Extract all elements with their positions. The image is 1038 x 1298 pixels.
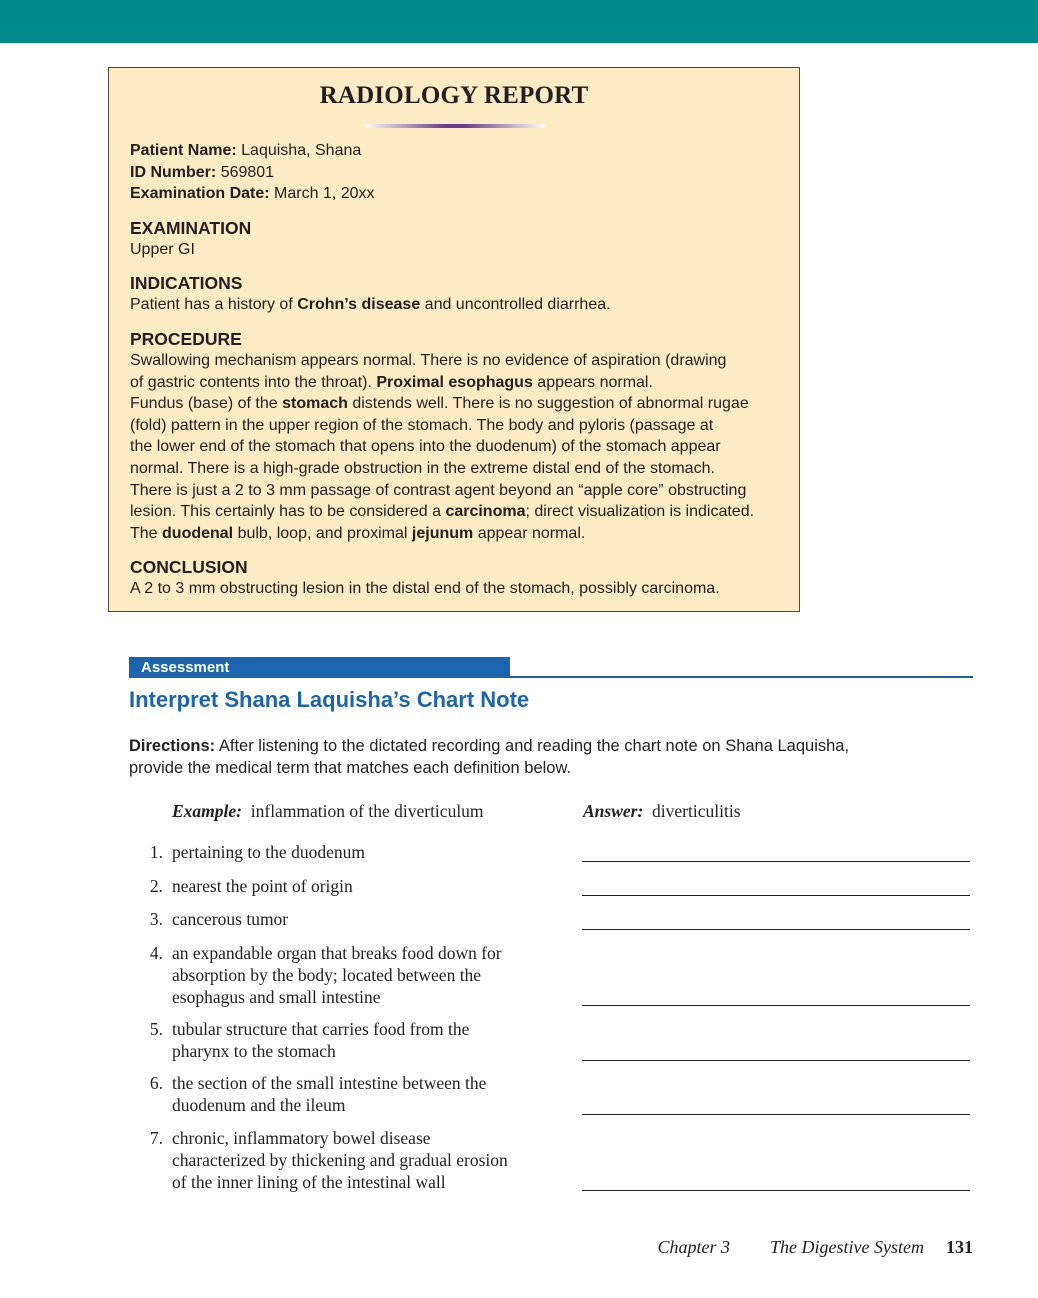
examination-text: Upper GI xyxy=(130,240,195,258)
question-number: 5. xyxy=(149,1019,163,1039)
question-number: 7. xyxy=(149,1128,163,1148)
id-value: 569801 xyxy=(220,163,275,181)
proc-text: distends well. There is no suggestion of abnormal rugae xyxy=(347,395,749,413)
proc-text: lesion. This certainly has to be considered a xyxy=(130,503,446,521)
id-row xyxy=(130,162,790,184)
proc-term: stomach xyxy=(282,395,348,413)
patient-name-label: Patient Name: xyxy=(130,142,237,159)
answer-field-2[interactable] xyxy=(582,895,970,896)
title-divider xyxy=(365,124,545,128)
header-band xyxy=(0,0,1038,43)
question-line: pharynx to the stomach xyxy=(172,1040,336,1061)
answer-field-4[interactable] xyxy=(582,1005,970,1006)
question-line: nearest the point of origin xyxy=(172,876,353,896)
procedure-line-1: Swallowing mechanism appears normal. There is no evidence of aspiration (drawing xyxy=(130,351,727,369)
question-line: of the inner lining of the intestinal wall xyxy=(172,1171,446,1192)
conclusion-text: A 2 to 3 mm obstructing lesion in the distal end of the stomach, possibly carcinoma. xyxy=(130,580,720,598)
question-text xyxy=(172,1019,567,1063)
footer-chapter: Chapter 3 xyxy=(657,1237,731,1257)
radiology-report-box xyxy=(108,67,800,612)
question-line: duodenum and the ileum xyxy=(172,1094,346,1115)
question-number: 2. xyxy=(149,876,163,896)
question-line: chronic, inflammatory bowel disease xyxy=(172,1128,431,1148)
question-number: 1. xyxy=(149,842,163,862)
question-text xyxy=(172,1073,567,1117)
procedure-line-7: There is just a 2 to 3 mm passage of contrast agent beyond an “apple core” obstructing xyxy=(130,481,747,499)
conclusion-heading: CONCLUSION xyxy=(130,557,248,578)
answer-label: Answer: xyxy=(583,801,644,821)
answer-field-1[interactable] xyxy=(582,861,970,862)
proc-text: ; direct visualization is indicated. xyxy=(525,503,755,521)
indications-text xyxy=(130,294,790,316)
indications-heading: INDICATIONS xyxy=(130,273,243,294)
directions xyxy=(129,735,959,779)
procedure-line-3 xyxy=(130,393,790,415)
example-answer xyxy=(583,801,741,822)
directions-label: Directions: xyxy=(129,737,216,755)
assessment-rule xyxy=(510,676,973,678)
procedure-heading: PROCEDURE xyxy=(130,328,242,349)
page-number: 131 xyxy=(946,1237,973,1257)
proc-term: carcinoma xyxy=(445,503,526,521)
procedure-line-8 xyxy=(130,501,790,523)
proc-text: appear normal. xyxy=(473,524,586,542)
assessment-tab: Assessment xyxy=(129,657,510,678)
question-text xyxy=(172,1128,567,1193)
exam-date-value: March 1, 20xx xyxy=(274,185,375,203)
footer-topic: The Digestive System xyxy=(770,1237,924,1257)
proc-text: Fundus (base) of the xyxy=(130,395,283,413)
question-line: cancerous tumor xyxy=(172,909,289,929)
question-text xyxy=(172,842,567,864)
question-line: esophagus and small intestine xyxy=(172,986,381,1007)
exam-date-row xyxy=(130,183,790,205)
question-line: an expandable organ that breaks food down for xyxy=(172,943,502,963)
question-line: pertaining to the duodenum xyxy=(172,842,365,862)
directions-line-2: provide the medical term that matches each definition below. xyxy=(129,759,572,777)
question-text xyxy=(172,943,567,1008)
indications-post: and uncontrolled diarrhea. xyxy=(420,296,611,314)
question-line: the section of the small intestine between the xyxy=(172,1073,487,1093)
question-line: characterized by thickening and gradual erosion xyxy=(172,1149,508,1170)
assessment-title: Interpret Shana Laquisha’s Chart Note xyxy=(129,687,530,712)
patient-name-value: Laquisha, Shana xyxy=(241,142,362,159)
proc-text: bulb, loop, and proximal xyxy=(233,524,412,542)
answer-field-7[interactable] xyxy=(582,1190,970,1191)
answer-field-6[interactable] xyxy=(582,1114,970,1115)
proc-text: of gastric contents into the throat). xyxy=(130,373,377,391)
procedure-line-6: normal. There is a high-grade obstruction in the extreme distal end of the stomach. xyxy=(130,459,715,477)
proc-term: jejunum xyxy=(411,524,474,542)
question-line: tubular structure that carries food from the xyxy=(172,1019,470,1039)
procedure-line-9 xyxy=(130,523,790,545)
answer-field-5[interactable] xyxy=(582,1060,970,1061)
example-label: Example: xyxy=(172,801,242,821)
directions-line-1: After listening to the dictated recording and reading the chart note on Shana Laquisha, xyxy=(215,737,850,755)
indications-pre: Patient has a history of xyxy=(130,296,298,314)
question-text xyxy=(172,909,567,931)
question-text xyxy=(172,876,567,898)
procedure-line-5: the lower end of the stomach that opens into the duodenum) of the stomach appear xyxy=(130,438,721,456)
question-number: 4. xyxy=(149,943,163,963)
exam-date-label: Examination Date: xyxy=(130,185,270,203)
page-footer xyxy=(658,1237,973,1258)
proc-term: Proximal esophagus xyxy=(376,373,533,391)
examination-heading: EXAMINATION xyxy=(130,217,252,238)
question-number: 3. xyxy=(149,909,163,929)
procedure-line-4: (fold) pattern in the upper region of the stomach. The body and pyloris (passage at xyxy=(130,416,714,434)
answer-field-3[interactable] xyxy=(582,929,970,930)
procedure-line-2 xyxy=(130,372,790,394)
report-body xyxy=(130,140,790,600)
proc-text: The xyxy=(130,524,163,542)
id-label: ID Number: xyxy=(130,163,217,181)
patient-name-row xyxy=(130,140,790,162)
answer-text: diverticulitis xyxy=(652,801,741,821)
indications-term: Crohn’s disease xyxy=(297,296,421,314)
example-question xyxy=(172,801,484,822)
proc-text: appears normal. xyxy=(532,373,653,391)
example-text: inflammation of the diverticulum xyxy=(250,801,484,821)
report-title: RADIOLOGY REPORT xyxy=(319,82,589,109)
question-number: 6. xyxy=(149,1073,163,1093)
proc-term: duodenal xyxy=(162,524,234,542)
question-line: absorption by the body; located between the xyxy=(172,964,482,985)
